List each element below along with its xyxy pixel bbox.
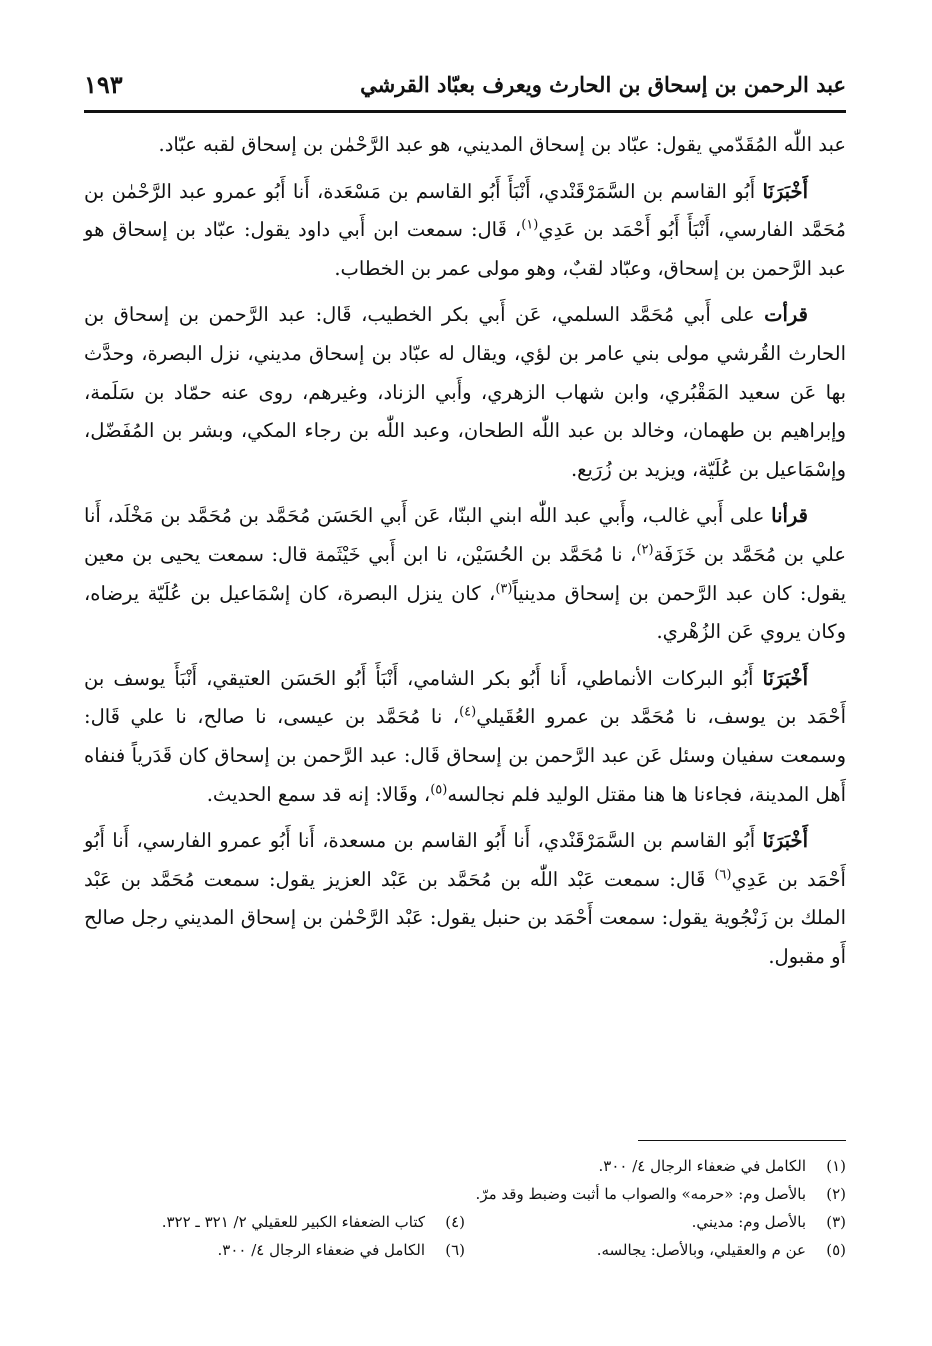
page-header	[84, 60, 846, 108]
paragraph-text: على أَبي مُحَمَّد السلمي، عَن أَبي بكر الخطيب، قَال: عبد الرَّحمن بن إسحاق بن الحارث القُرشي مولى بني عامر بن لؤي، ويقال له عبّاد بن إسحاق مديني، نزل البصرة، وحدَّث بها عَن سعيد المَقْبُري، وابن شهاب الزهري، وأَبي الزناد، وغيرهم، روى عنه حمّاد بن سَلَمة، وإبراهيم بن طهمان، وخالد بن عبد اللّٰه الطحان، وعبد اللّٰه بن رجاء المكي، وبشر بن المُفَضّل، وإسْمَاعيل بن عُلَيّة، ويزيد بن زُرَيع.	[84, 303, 846, 481]
paragraph-lead-word: أَخْبَرَنَا	[762, 829, 808, 853]
paragraph-text: ، وقَالا: إنه قد سمع الحديث.	[206, 782, 431, 806]
paragraph-text: ، نا مُحَمَّد بن عيسى، نا صالح، نا علي قَال: وسمعت سفيان وسئل عَن عبد الرَّحمن بن إسحاق قَال: عبد الرَّحمن بن إسحاق كان قَدَرياً فنفاه أَهل المدينة، فجاءنا ها هنا مقتل الوليد فلم نجالسه	[84, 705, 846, 806]
paragraph-lead-word: قرأت	[764, 303, 808, 327]
footnote-separator	[638, 1140, 846, 1141]
footnote-row	[84, 1152, 846, 1180]
footnote-text: الكامل في ضعفاء الرجال ٤/ ٣٠٠.	[598, 1157, 806, 1175]
paragraph	[84, 296, 846, 489]
paragraph-lead-word: أَخْبَرَنَا	[762, 666, 808, 690]
paragraph	[84, 497, 846, 651]
paragraph-text: قَال: سمعت عَبْد اللّٰه بن مُحَمَّد بن عَبْد العزيز يقول: سمعت مُحَمَّد بن عَبْد الملك بن زَنْجُوية يقول: سمعت أَحْمَد بن حنبل يقول: عَبْد الرَّحْمٰن بن إسحاق المديني رجل صالح أَو مقبول.	[84, 867, 846, 968]
footnote-text: كتاب الضعفاء الكبير للعقيلي ٢/ ٣٢١ ـ ٣٢٢.	[161, 1213, 425, 1231]
paragraph	[84, 822, 846, 976]
footnote-text: الكامل في ضعفاء الرجال ٤/ ٣٠٠.	[217, 1241, 425, 1259]
footnote-number: (١)	[826, 1157, 846, 1175]
header-rule	[84, 110, 846, 113]
paragraph-text: عبد اللّٰه المُقَدّمي يقول: عبّاد بن إسحاق المديني، هو عبد الرَّحْمٰن بن إسحاق لقبه عبّاد.	[158, 133, 846, 156]
footnote-number: (٤)	[445, 1213, 465, 1231]
paragraph	[84, 126, 846, 165]
footnote-marker[interactable]: (٦)	[714, 867, 732, 883]
footnote	[84, 1236, 465, 1264]
footnote-number: (٥)	[826, 1241, 846, 1259]
paragraph	[84, 660, 846, 814]
footnote	[465, 1236, 846, 1264]
footnote	[465, 1208, 846, 1236]
footnote-marker[interactable]: (٤)	[459, 704, 477, 720]
footnote-number: (٢)	[826, 1185, 846, 1203]
footnote-marker[interactable]: (١)	[521, 217, 539, 233]
paragraph-text: ، كان ينزل البصرة، كان إسْمَاعيل بن عُلَيّة يرضاه، وكان يروي عَن الزُهْري.	[84, 581, 846, 644]
main-text	[84, 126, 846, 984]
paragraph-text: أَبُو القاسم بن السَّمَرْقَنْدي، أَنْبَأَ أَبُو القاسم بن مَسْعَدة، أَنا أَبُو عمرو عبد الرَّحْمٰن بن مُحَمَّد الفارسي، أَنْبَأَ أَبُو أَحْمَد بن عَدِي	[84, 179, 846, 242]
footnote-marker[interactable]: (٣)	[495, 581, 513, 597]
paragraph	[84, 173, 846, 289]
footnote-text: بالأصل وم: مديني.	[691, 1213, 806, 1231]
page-number: ١٩٣	[84, 69, 123, 99]
footnote-marker[interactable]: (٥)	[430, 782, 448, 797]
paragraph-text: على أَبي غالب، وأَبي عبد اللّٰه ابني البنّا، عَن أَبي الحَسَن مُحَمَّد بن مُحَمَّد بن مَخْلَد، أَنا علي بن مُحَمَّد بن خَزَفَة	[84, 504, 846, 566]
footnote	[598, 1152, 846, 1180]
footnote-row	[84, 1236, 846, 1264]
footnote-number: (٦)	[445, 1241, 465, 1259]
running-title: عبد الرحمن بن إسحاق بن الحارث ويعرف بعبّاد القرشي	[360, 71, 846, 97]
paragraph-text: أَبُو البركات الأنماطي، أَنا أَبُو بكر الشامي، أَنْبَأَ أَبُو الحَسَن العتيقي، أَنْبَأَ يوسف بن أَحْمَد بن يوسف، نا مُحَمَّد بن عمرو العُقَيلي	[84, 666, 846, 729]
footnote	[84, 1208, 465, 1236]
footnote	[476, 1180, 846, 1208]
footnote-text: عن م والعقيلي، وبالأصل: يجالسه.	[596, 1241, 806, 1259]
footnote-row	[84, 1208, 846, 1236]
paragraph-text: ، قَال: سمعت ابن أَبي داود يقول: عبّاد بن إسحاق هو عبد الرَّحمن بن إسحاق، وعبّاد لقبٌ، وهو مولى عمر بن الخطاب.	[84, 218, 846, 280]
footnote-row	[84, 1180, 846, 1208]
paragraph-text: أَبُو القاسم بن السَّمَرْقَنْدي، أَنا أَبُو القاسم بن مسعدة، أَنا أَبُو عمرو الفارسي، أَنا أَبُو أَحْمَد بن عَدِي	[84, 829, 846, 891]
footnotes	[84, 1152, 846, 1264]
footnote-text: بالأصل وم: «حرمه» والصواب ما أثبت وضبط وقد مرّ.	[475, 1185, 806, 1203]
paragraph-lead-word: قرأنا	[771, 504, 808, 528]
footnote-number: (٣)	[826, 1213, 846, 1231]
paragraph-text: ، نا مُحَمَّد بن الحُسَيْن، نا ابن أَبي خَيْثَمة قال: سمعت يحيى بن معين يقول: كان عبد الرَّحمن بن إسحاق مدينياً	[84, 542, 847, 605]
footnote-marker[interactable]: (٢)	[636, 542, 654, 558]
paragraph-lead-word: أَخْبَرَنَا	[762, 179, 808, 203]
